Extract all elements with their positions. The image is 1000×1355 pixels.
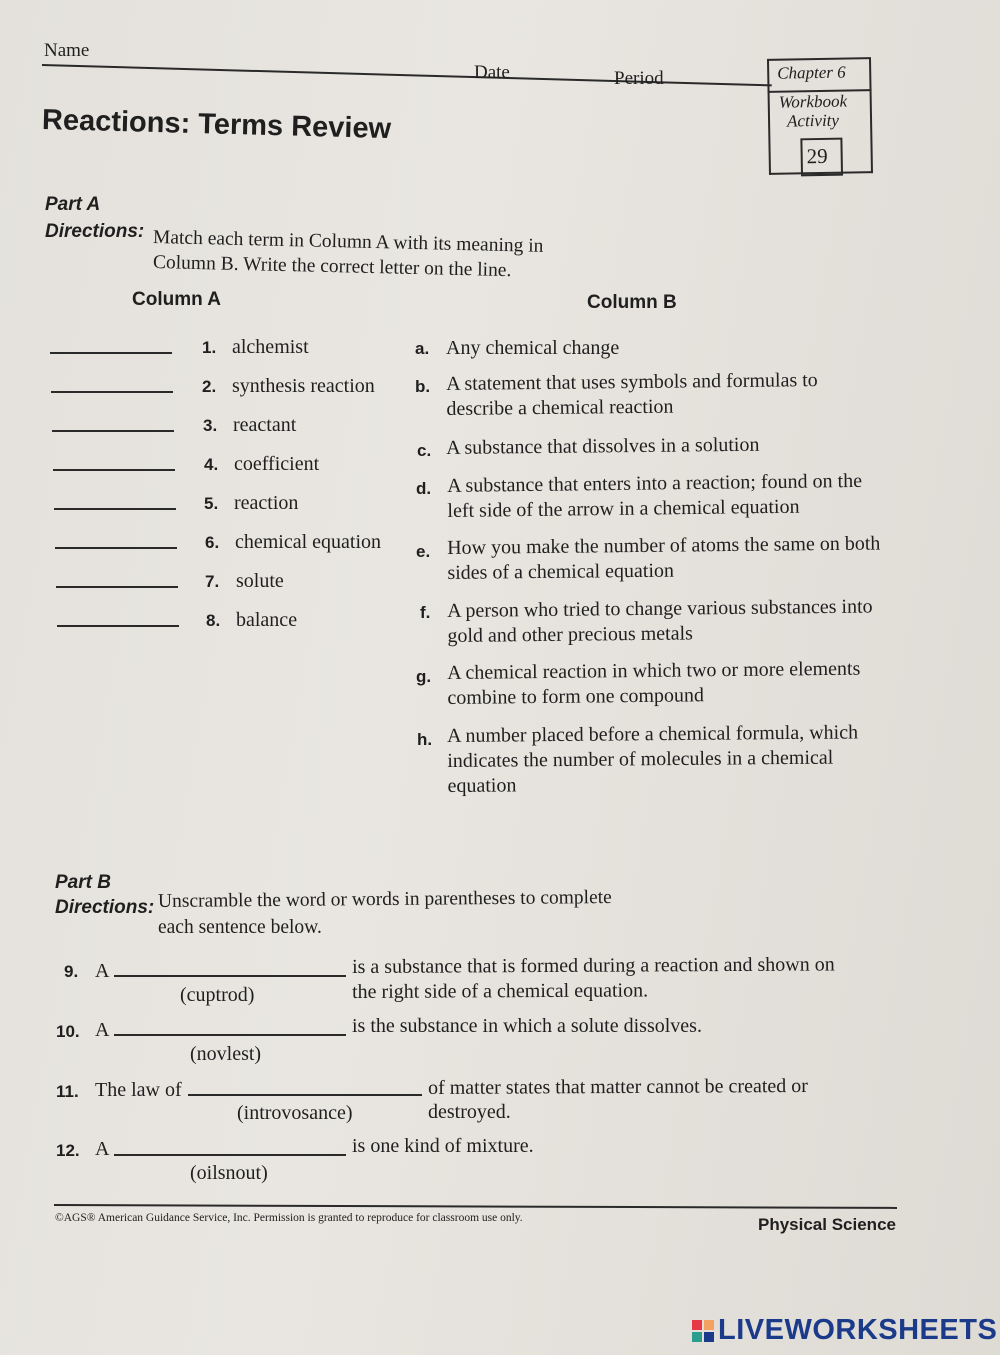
term-number: 3.	[203, 416, 218, 435]
definition-letter: h.	[417, 730, 433, 749]
answer-blank-12[interactable]	[114, 1154, 346, 1156]
term-number: 7.	[205, 572, 220, 591]
copyright-text: ©AGS® American Guidance Service, Inc. Permission is granted to reproduce for classroom use only.	[55, 1212, 523, 1224]
part-b-label: Part B	[55, 872, 111, 893]
term-text: balance	[236, 609, 298, 631]
directions-text-2: Column B. Write the correct letter on the line.	[152, 252, 512, 282]
answer-blank-9[interactable]	[114, 975, 346, 977]
definition-letter: f.	[420, 603, 431, 622]
item-number: 12.	[56, 1141, 80, 1160]
term-number: 4.	[204, 455, 219, 474]
item-text-line1: of matter states that matter cannot be created or	[428, 1075, 808, 1099]
definition-letter: c.	[417, 441, 432, 460]
definition-text: A number placed before a chemical formula, which indicates the number of molecules in a chemical equation	[447, 721, 859, 797]
term-text: chemical equation	[235, 531, 382, 553]
scrambled-hint: (oilsnout)	[190, 1162, 268, 1184]
definition-letter: b.	[415, 377, 431, 396]
item-lead: The law of	[95, 1079, 182, 1101]
scrambled-hint: (introvosance)	[237, 1102, 353, 1124]
definition-letter: d.	[416, 479, 432, 498]
subject-label: Physical Science	[758, 1215, 896, 1234]
item-lead: A	[95, 1138, 110, 1160]
scrambled-hint: (novlest)	[190, 1043, 262, 1065]
item-lead: A	[95, 1019, 110, 1041]
term-text: reaction	[234, 492, 299, 514]
column-a-header: Column A	[132, 289, 222, 310]
liveworksheets-watermark[interactable]	[692, 1314, 998, 1350]
directions-text-1: Match each term in Column A with its meaning in	[152, 227, 544, 257]
term-text: alchemist	[232, 336, 309, 358]
liveworksheets-logo-icon	[692, 1320, 714, 1342]
date-label: Date	[474, 62, 510, 83]
definition-text: A substance that dissolves in a solution	[446, 433, 760, 459]
item-number: 9.	[64, 962, 79, 981]
directions-text-2: each sentence below.	[158, 917, 322, 938]
liveworksheets-brand: LIVEWORKSHEETS	[718, 1314, 998, 1346]
answer-blank-8[interactable]	[57, 625, 179, 627]
definition-text: A person who tried to change various substances into gold and other precious metals	[447, 595, 873, 647]
term-text: coefficient	[234, 453, 320, 475]
workbook-label: Workbook	[778, 91, 848, 112]
item-text-line1: is the substance in which a solute dissolves.	[352, 1015, 702, 1037]
item-lead: A	[95, 960, 110, 982]
period-label: Period	[614, 68, 664, 89]
term-text: synthesis reaction	[232, 375, 375, 397]
part-a-label: Part A	[45, 194, 101, 215]
column-b-header: Column B	[587, 292, 677, 313]
answer-blank-6[interactable]	[55, 547, 177, 549]
term-text: solute	[236, 570, 284, 592]
item-text-line1: is one kind of mixture.	[352, 1135, 534, 1157]
term-number: 8.	[206, 611, 221, 630]
term-text: reactant	[233, 414, 297, 436]
answer-blank-5[interactable]	[54, 508, 176, 510]
directions-label: Directions:	[55, 897, 155, 918]
term-number: 5.	[204, 494, 219, 513]
term-number: 1.	[202, 338, 217, 357]
definition-text: Any chemical change	[446, 337, 620, 359]
name-label: Name	[44, 40, 90, 61]
definition-letter: g.	[416, 667, 432, 686]
definition-text: A chemical reaction in which two or more elements combine to form one compound	[447, 657, 861, 709]
item-text-line2: destroyed.	[428, 1101, 511, 1123]
answer-blank-4[interactable]	[53, 469, 175, 471]
answer-blank-10[interactable]	[114, 1034, 346, 1036]
footer-rule	[54, 1204, 897, 1208]
activity-label: Activity	[786, 110, 840, 131]
directions-label: Directions:	[45, 221, 145, 242]
item-number: 10.	[56, 1022, 80, 1041]
definition-letter: a.	[415, 339, 430, 358]
item-number: 11.	[56, 1082, 79, 1101]
term-number: 6.	[205, 533, 220, 552]
directions-text-1: Unscramble the word or words in parentheses to complete	[157, 887, 612, 912]
definition-text: A substance that enters into a reaction; found on the left side of the arrow in a chemical equation	[447, 469, 863, 522]
item-text-line2: the right side of a chemical equation.	[352, 979, 649, 1003]
definition-text: How you make the number of atoms the same on both sides of a chemical equation	[447, 532, 881, 584]
definition-letter: e.	[416, 542, 431, 561]
answer-blank-3[interactable]	[52, 430, 174, 432]
answer-blank-7[interactable]	[56, 586, 178, 588]
answer-blank-11[interactable]	[188, 1094, 422, 1096]
activity-number: 29	[806, 143, 828, 169]
answer-blank-2[interactable]	[51, 391, 173, 393]
chapter-badge	[767, 57, 873, 177]
chapter-label: Chapter 6	[777, 62, 846, 83]
scrambled-hint: (cuptrod)	[180, 984, 255, 1006]
definition-text: A statement that uses symbols and formulas to describe a chemical reaction	[446, 369, 818, 420]
item-text-line1: is a substance that is formed during a reaction and shown on	[352, 953, 835, 978]
answer-blank-1[interactable]	[50, 352, 172, 354]
page-title: Reactions: Terms Review	[41, 104, 392, 146]
term-number: 2.	[202, 377, 217, 396]
